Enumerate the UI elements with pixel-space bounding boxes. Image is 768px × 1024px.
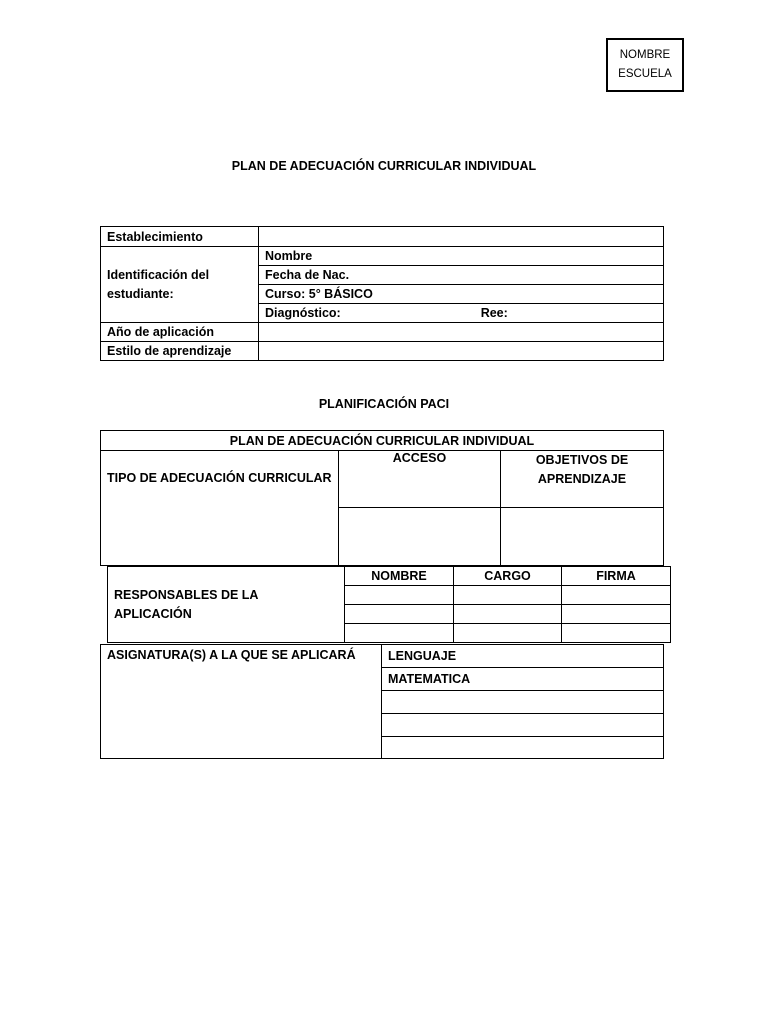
curso-field[interactable]: Curso: 5° BÁSICO [259,285,664,304]
nombre-field[interactable]: Nombre [259,247,664,266]
responsable-nombre-cell[interactable] [345,624,454,643]
objetivos-header: OBJETIVOS DE APRENDIZAJE [501,451,664,508]
acceso-value[interactable] [339,508,501,566]
paci-table-header: PLAN DE ADECUACIÓN CURRICULAR INDIVIDUAL [101,431,664,451]
objetivos-value[interactable] [501,508,664,566]
establecimiento-label: Establecimiento [101,227,259,247]
estilo-aprendizaje-value[interactable] [259,342,664,361]
col-cargo-header: CARGO [454,567,562,586]
col-nombre-header: NOMBRE [345,567,454,586]
tipo-adecuacion-label: TIPO DE ADECUACIÓN CURRICULAR [101,451,339,566]
student-info-table [100,226,664,361]
acceso-header: ACCESO [339,451,501,508]
page-title: PLAN DE ADECUACIÓN CURRICULAR INDIVIDUAL [231,159,537,173]
asignaturas-label: ASIGNATURA(S) A LA QUE SE APLICARÁ [101,645,382,759]
subject-empty-cell[interactable] [382,691,664,714]
responsables-table [107,566,671,643]
school-name-box [606,38,684,92]
anio-aplicacion-label: Año de aplicación [101,323,259,342]
subject-matematica[interactable]: MATEMATICA [382,668,664,691]
responsable-firma-cell[interactable] [562,624,671,643]
establecimiento-value[interactable] [259,227,664,247]
estilo-aprendizaje-label: Estilo de aprendizaje [101,342,259,361]
responsable-cargo-cell[interactable] [454,605,562,624]
col-firma-header: FIRMA [562,567,671,586]
subject-lenguaje[interactable]: LENGUAJE [382,645,664,668]
subject-empty-cell[interactable] [382,714,664,737]
responsable-nombre-cell[interactable] [345,586,454,605]
responsable-nombre-cell[interactable] [345,605,454,624]
responsables-label: RESPONSABLES DE LA APLICACIÓN [108,567,345,643]
section-title: PLANIFICACIÓN PACI [318,397,450,411]
diagnostico-label: Diagnóstico: [265,306,341,320]
responsable-cargo-cell[interactable] [454,586,562,605]
anio-aplicacion-value[interactable] [259,323,664,342]
subject-empty-cell[interactable] [382,737,664,759]
responsable-cargo-cell[interactable] [454,624,562,643]
school-box-line-1: NOMBRE [619,49,671,61]
diagnostico-row[interactable] [259,304,664,323]
identificacion-label: Identificación del estudiante: [101,247,259,323]
responsable-firma-cell[interactable] [562,586,671,605]
paci-table [100,430,664,566]
ree-label: Ree: [480,306,508,320]
school-box-line-2: ESCUELA [618,68,672,80]
fecha-nac-field[interactable]: Fecha de Nac. [259,266,664,285]
responsable-firma-cell[interactable] [562,605,671,624]
asignaturas-table [100,644,664,759]
